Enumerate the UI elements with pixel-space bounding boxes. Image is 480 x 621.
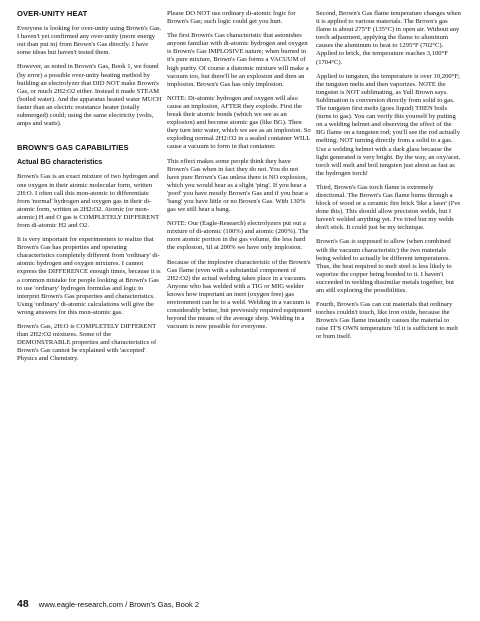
paragraph: Fourth, Brown's Gas can cut materials that ordinary torches couldn't touch, like iron oxide, because the Brown's Gas flame instantly causes the material to raise IT'S OWN temperature 'til it is sufficient to melt or burn itself. <box>316 301 458 341</box>
page-footer <box>17 598 199 610</box>
paragraph: NOTE: Our (Eagle-Research) electrolyzers put out a mixture of di-atomic (100%) and atomic (200%). The more atomic portion in the gas volume, the less hard the explosion, 'til at 200% we have only implosion. <box>167 220 309 252</box>
paragraph: Brown's Gas is supposed to allow (when combined with the vacuum characteristic) the two materials being welded to actually be different temperatures. Thus, the heat required to melt steel is less likely to vaporize the copper being bonded to it. I haven't succeeded in welding dissimilar metals together, but am still exploring the possibilities. <box>316 238 454 294</box>
paragraph: Second, Brown's Gas flame temperature changes when it is applied to various materials. The Brown's gas flame is about 275°F (135°C) in open air. Without any torch adjustment, applying the flame to aluminum causes the aluminum to heat to 1295°F (702°C). Applied to brick, the temperature reaches 3,100°F (1704°C). <box>316 10 461 66</box>
column-2 <box>167 10 312 337</box>
paragraph: Please DO NOT use ordinary di-atomic logic for Brown's Gas; such logic could get you hurt. <box>167 10 296 26</box>
column-3 <box>316 10 461 348</box>
paragraph: However, as noted in Brown's Gas, Book 1, we found (by error) a possible over-unity heating method by building an electrolyzer that DID NOT make Brown's Gas, or much 2H2:O2 either. Instead it made STEAM (boiled water). And the apparatus heated water MUCH faster than an electric resistance heater (totally submerged) could; using the same electricity (volts, amps and watts). <box>17 63 162 128</box>
column-1 <box>17 10 162 369</box>
paragraph: Applied to tungsten, the temperature is over 10,200°F; the tungsten melts and then vaporizes. NOTE the tungsten is NOT sublimating, as Yull Brown says. Sublimation is conversion directly from solid to gas. The tungsten first melts (goes liquid) THEN boils (turns to gas). You can verify this yourself by putting on a welding helmet and observing the effect of the BG flame on a tungsten rod; you'll see the rod actually melting; NOT turning directly from a solid to a gas. Use a welding helmet with a dark glass because the light generated is very bright. By the way, an oxy/acet. torch will melt and boil tungsten just about as fast as the hydrogen torch! <box>316 72 461 177</box>
paragraph: Third, Brown's Gas torch flame is extremely directional. The Brown's Gas flame burns through a block of wood or a ceramic fire brick 'like a laser' (I've done this). This should allow precision welds, but I haven't welded anything yet. I've tried but my welds don't stick. It could just be my technique. <box>316 183 461 232</box>
page-number: 48 <box>17 598 29 610</box>
paragraph: Because of the implosive characteristic of the Brown's Gas flame (even with a substantial component of 2H2:O2) the actual welding takes place in a vacuum. Anyone who has welded with a TIG or MIG welder knows how important an inert (oxygen free) gas environment can be to a weld. Welding in a vacuum is considerably better, but previously required equipment beyond the means of the average shop. Welding in a vacuum is now possible for everyone. <box>167 258 312 331</box>
paragraph: Brown's Gas is an exact mixture of two hydrogen and one oxygen in their atomic molecular form, written 2H:O. I often call this mon-atomic to differentiate from 'normal' hydrogen and oxygen gas in their di-atomic form, written as 2H2:O2. Atomic (or mon-atomic) H and O gas is COMPLETELY DIFFERENT from di-atomic H2 and O2. <box>17 173 160 229</box>
subheading-characteristics: Actual BG characteristics <box>17 159 103 167</box>
paragraph: Brown's Gas, 2H:O is COMPLETELY DIFFERENT than 2H2:O2 mixtures. Some of the DEMONSTRABLE properties and characteristics of Brown's Gas cannot be explained with 'accepted' Physics and Chemistry. <box>17 323 157 363</box>
footer-text: www.eagle-research.com / Brown's Gas, Book 2 <box>38 600 200 609</box>
paragraph: Everyone is looking for over-unity using Brown's Gas. I haven't yet confirmed any over-unity (more energy out than put in) from Brown's Gas directly. I have some ideas but haven't tested them. <box>17 25 162 57</box>
paragraph: The first Brown's Gas characteristic that astonishes anyone familiar with di-atomic hydrogen and oxygen is Brown's Gas IMPLOSIVE nature; when burned in it's pure mixture, Brown's Gas forms a VACUUM of high purity. Of course a diatomic mixture will make a vacuum too, but there'll be an explosion and then an implosion. Brown's Gas has only implosion. <box>167 32 309 88</box>
paragraph: This effect makes some people think they have Brown's Gas when in fact they do not. You do not have pure Brown's Gas unless there is NO explosion, which you would hear as a slight 'ping'. If you hear a 'poof' you have mostly Brown's Gas and if you hear a 'bang' you have little or no Brown's Gas. With 130% gas we still hear a bang. <box>167 157 308 214</box>
section-heading-over-unity: OVER-UNITY HEAT <box>17 9 88 18</box>
paragraph: It is very important for experimenters to realize that Brown's Gas has properties and operating characteristics completely different from 'ordinary' di-atomic hydrogen and oxygen mixtures. I cannot express the DIFFERENCE enough times, because it is a common mistake for people looking at Brown's Gas to use 'ordinary' hydrogen formulas and logic to interpret Brown's Gas properties and characteristics. Using 'ordinary' di-atomic calculations will give the wrong answers for this mon-atomic gas. <box>17 236 161 316</box>
paragraph: NOTE: Di-atomic hydrogen and oxygen will also cause an implosion, AFTER they explode. First the break their atomic bonds (which we see as an explosion) and become atomic gas (like BG). Then they turn into water, which we see as an implosion. So exploding normal 2H2:O2 in a sealed container WILL cause a vacuum to form in that container. <box>167 94 311 151</box>
section-heading-capabilities: BROWN'S GAS CAPABILITIES <box>17 143 129 153</box>
